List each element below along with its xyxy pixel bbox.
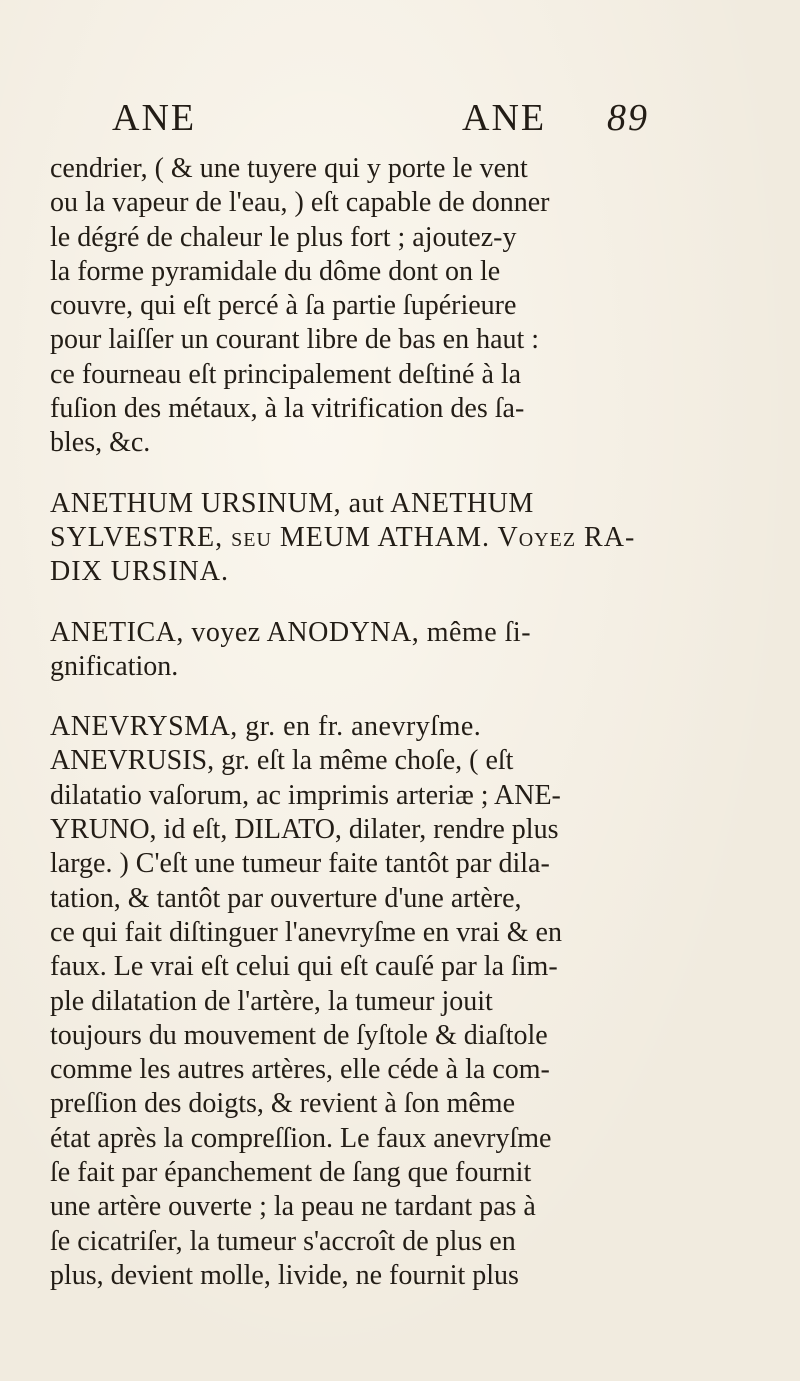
text-line: preſſion des doigts, & revient à ſon même [50,1088,516,1120]
text-line: DIX URSINA. [50,556,229,588]
paragraph-gap [50,590,762,616]
text-line: dilatatio vaſorum, ac imprimis arteriæ ; ANE- [50,779,561,811]
paragraph-gap [50,461,762,487]
dictionary-text [50,152,762,1293]
running-header [112,96,672,139]
entry-anevrysma [50,710,762,1293]
text-line: bles, &c. [50,427,151,459]
text-line: ANEVRUSIS, gr. eſt la même choſe, ( eſt [50,745,514,777]
entry-anethum-ursinum [50,487,762,590]
text-line: faux. Le vrai eſt celui qui eſt cauſé par la ſim- [50,951,558,983]
page-number: 89 [607,97,649,139]
text-line: fuſion des métaux, à la vitrification des ſa- [50,393,525,425]
paragraph-gap [50,684,762,710]
entry-fourneau-continuation [50,152,762,461]
text-line: ce fourneau eſt principalement deſtiné à la [50,358,522,390]
text-line: cendrier, ( & une tuyere qui y porte le vent [50,153,528,184]
text-line: plus, devient molle, livide, ne fournit plus [50,1259,519,1291]
text-line: SYLVESTRE, ſeu MEUM ATHAM. Voyez RA- [50,521,636,553]
text-line: ANETICA, voyez ANODYNA, même ſi- [50,616,532,648]
text-line: ou la vapeur de l'eau, ) eſt capable de donner [50,187,550,219]
text-line: YRUNO, id eſt, DILATO, dilater, rendre plus [50,814,559,846]
text-line: comme les autres artères, elle céde à la com- [50,1054,550,1086]
header-right-word: ANE [462,97,547,139]
text-line: ple dilatation de l'artère, la tumeur jouit [50,985,493,1017]
text-line: ANETHUM URSINUM, aut ANETHUM [50,487,534,519]
text-line: couvre, qui eſt percé à ſa partie ſupérieure [50,290,517,322]
text-line: ſe fait par épanchement de ſang que fournit [50,1157,532,1189]
text-line: une artère ouverte ; la peau ne tardant pas à [50,1191,536,1223]
text-line: ſe cicatriſer, la tumeur s'accroît de plus en [50,1225,516,1257]
entry-anetica [50,616,762,685]
text-line: tation, & tantôt par ouverture d'une artère, [50,882,522,914]
text-line: toujours du mouvement de ſyſtole & diaſtole [50,1019,548,1051]
text-line: le dégré de chaleur le plus fort ; ajoutez-y [50,221,517,253]
text-line: gnification. [50,650,179,682]
text-line: état après la compreſſion. Le faux anevryſme [50,1122,552,1154]
text-line: ce qui fait diſtinguer l'anevryſme en vrai & en [50,916,562,948]
text-line: ANEVRYSMA, gr. en fr. anevryſme. [50,711,482,743]
text-line: la forme pyramidale du dôme dont on le [50,255,501,287]
header-left-word: ANE [112,97,197,139]
text-line: large. ) C'eſt une tumeur faite tantôt par dila- [50,848,550,880]
text-line: pour laiſſer un courant libre de bas en haut : [50,324,540,356]
